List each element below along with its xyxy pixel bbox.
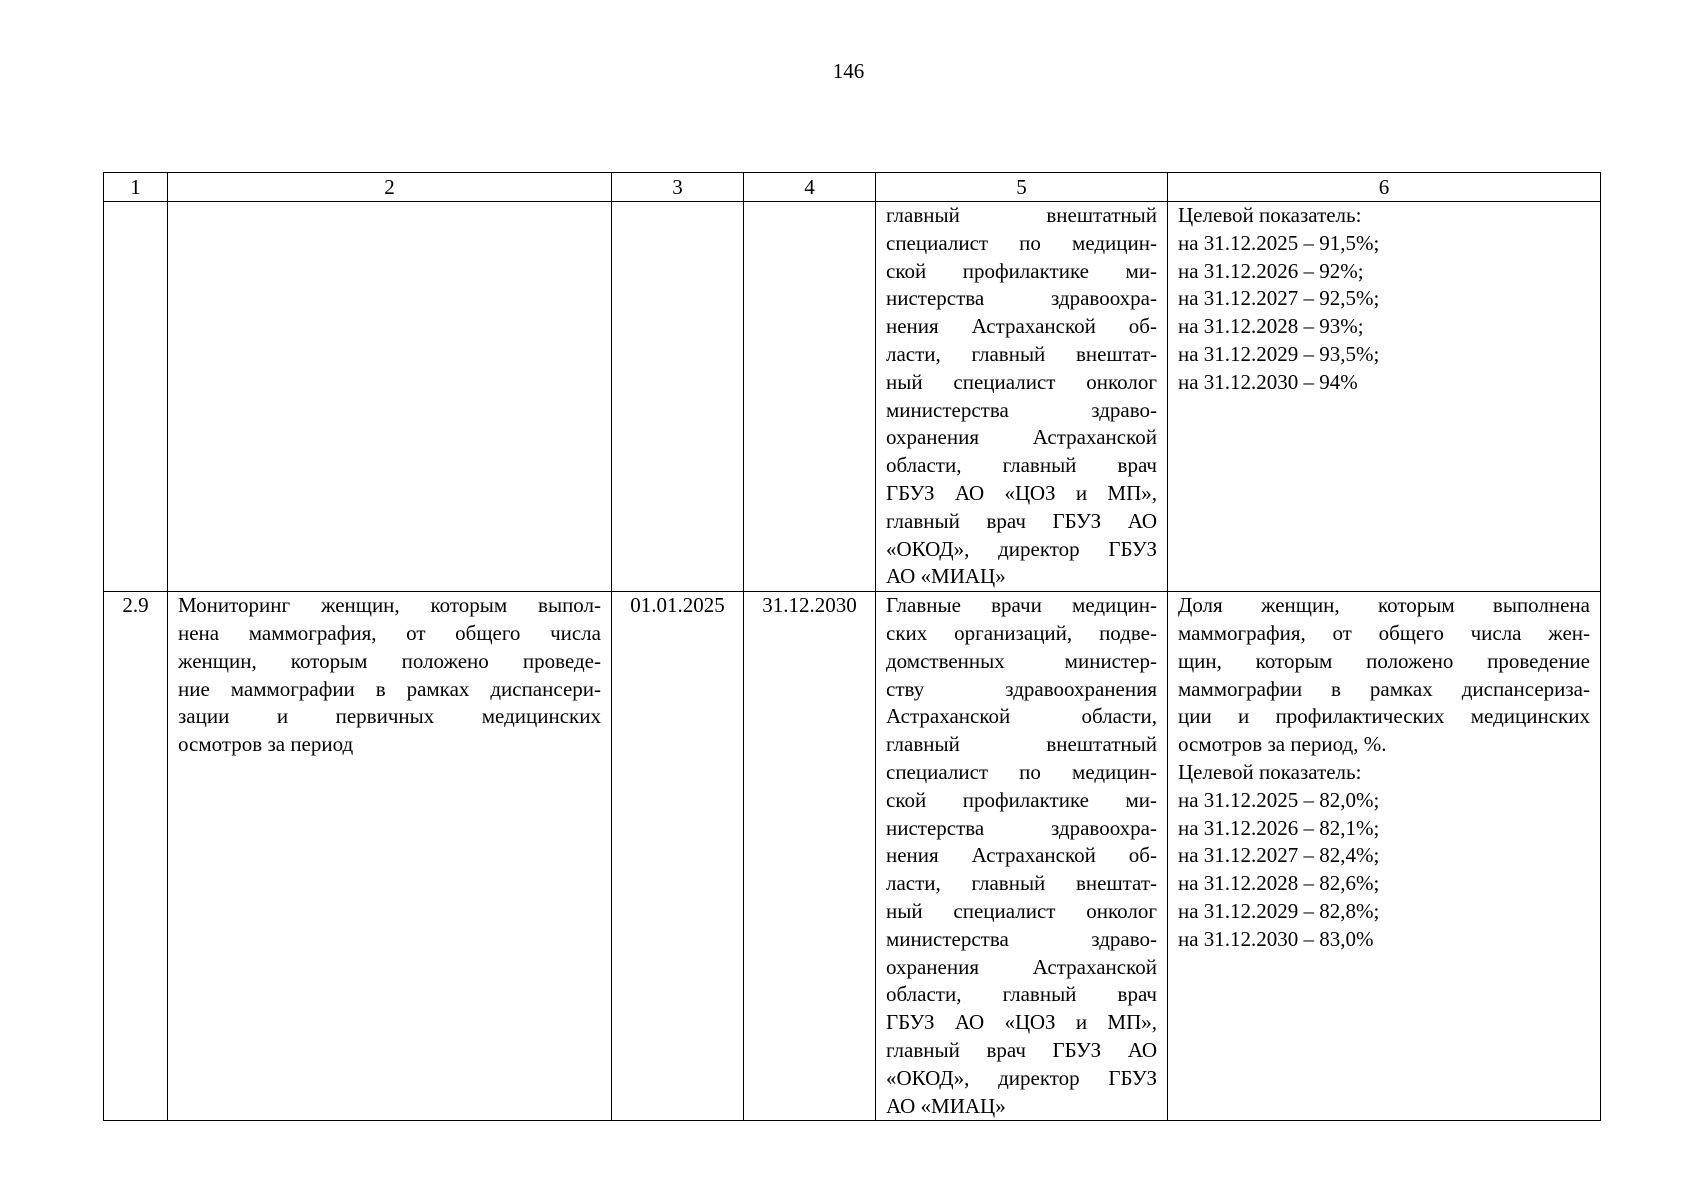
text-line: Главные врачи медицин- — [886, 593, 1157, 618]
text-line: Целевой показатель: — [1178, 759, 1362, 784]
measure-cell — [168, 592, 612, 1121]
table-row — [104, 202, 1601, 592]
text-line: осмотров за период, %. — [1178, 732, 1387, 757]
text-line: на 31.12.2027 – 92,5%; — [1178, 286, 1380, 311]
text-line: ласти, главный внештат- — [886, 871, 1157, 896]
text-line: ции и профилактических медицинских — [1178, 704, 1590, 729]
column-header-3: 3 — [612, 173, 744, 202]
text-line: зации и первичных медицинских — [178, 704, 601, 729]
text-line: «ОКОД», директор ГБУЗ — [886, 536, 1157, 561]
row-number-cell — [104, 202, 168, 592]
text-line: специалист по медицин- — [886, 759, 1157, 784]
column-header-1: 1 — [104, 173, 168, 202]
text-line: области, главный врач — [886, 982, 1157, 1007]
text-line: ГБУЗ АО «ЦОЗ и МП», — [886, 480, 1157, 505]
text-line: на 31.12.2028 – 93%; — [1178, 314, 1364, 339]
text-line: на 31.12.2030 – 83,0% — [1178, 926, 1374, 951]
text-line: маммография, от общего числа жен- — [1178, 620, 1590, 645]
column-header-2: 2 — [168, 173, 612, 202]
column-header-5: 5 — [876, 173, 1168, 202]
text-line: главный врач ГБУЗ АО — [886, 508, 1157, 533]
text-line: главный внештатный — [886, 732, 1157, 757]
text-line: АО «МИАЦ» — [886, 1093, 1006, 1118]
text-line: ГБУЗ АО «ЦОЗ и МП», — [886, 1010, 1157, 1035]
text-line: на 31.12.2027 – 82,4%; — [1178, 843, 1380, 868]
header-row — [104, 173, 1601, 202]
text-line: нистерства здравоохра- — [886, 815, 1157, 840]
indicator-cell — [1168, 202, 1601, 592]
text-line: на 31.12.2025 – 82,0%; — [1178, 787, 1380, 812]
indicator-cell — [1168, 592, 1601, 1121]
row-number-cell: 2.9 — [104, 592, 168, 1121]
text-line: щин, которым положено проведение — [1178, 648, 1590, 673]
text-line: на 31.12.2028 – 82,6%; — [1178, 871, 1380, 896]
text-line: нистерства здравоохра- — [886, 286, 1157, 311]
end-date-cell — [744, 202, 876, 592]
text-line: на 31.12.2030 – 94% — [1178, 369, 1358, 394]
text-line: нения Астраханской об- — [886, 843, 1157, 868]
table-row — [104, 592, 1601, 1121]
text-line: ласти, главный внештат- — [886, 341, 1157, 366]
text-line: Доля женщин, которым выполнена — [1178, 593, 1590, 618]
text-line: нения Астраханской об- — [886, 314, 1157, 339]
text-line: Целевой показатель: — [1178, 203, 1362, 227]
text-line: осмотров за период — [178, 732, 354, 757]
text-line: главный врач ГБУЗ АО — [886, 1037, 1157, 1062]
text-line: ный специалист онколог — [886, 369, 1157, 394]
text-line: на 31.12.2025 – 91,5%; — [1178, 230, 1380, 255]
text-line: ских организаций, подве- — [886, 620, 1157, 645]
responsible-cell — [876, 202, 1168, 592]
text-line: домственных министер- — [886, 648, 1157, 673]
text-line: ный специалист онколог — [886, 898, 1157, 923]
column-header-4: 4 — [744, 173, 876, 202]
text-line: ской профилактике ми- — [886, 787, 1157, 812]
column-header-6: 6 — [1168, 173, 1601, 202]
text-line: женщин, которым положено проведе- — [178, 648, 601, 673]
text-line: охранения Астраханской — [886, 425, 1157, 450]
text-line: Астраханской области, — [886, 704, 1157, 729]
text-line: области, главный врач — [886, 453, 1157, 478]
text-line: АО «МИАЦ» — [886, 564, 1006, 589]
text-line: на 31.12.2026 – 92%; — [1178, 258, 1364, 283]
page-number: 146 — [832, 59, 865, 83]
text-line: «ОКОД», директор ГБУЗ — [886, 1065, 1157, 1090]
text-line: ской профилактике ми- — [886, 258, 1157, 283]
text-line: ние маммографии в рамках диспансери- — [178, 676, 601, 701]
text-line: специалист по медицин- — [886, 230, 1157, 255]
measures-table — [103, 172, 1601, 1121]
text-line: ству здравоохранения — [886, 676, 1157, 701]
text-line: нена маммография, от общего числа — [178, 620, 601, 645]
text-line: главный внештатный — [886, 203, 1157, 227]
text-line: министерства здраво- — [886, 397, 1157, 422]
end-date-cell: 31.12.2030 — [744, 592, 876, 1121]
text-line: охранения Астраханской — [886, 954, 1157, 979]
measure-cell — [168, 202, 612, 592]
text-line: министерства здраво- — [886, 926, 1157, 951]
text-line: маммографии в рамках диспансериза- — [1178, 676, 1590, 701]
text-line: на 31.12.2029 – 93,5%; — [1178, 341, 1380, 366]
start-date-cell: 01.01.2025 — [612, 592, 744, 1121]
responsible-cell — [876, 592, 1168, 1121]
text-line: Мониторинг женщин, которым выпол- — [178, 593, 601, 618]
text-line: на 31.12.2029 – 82,8%; — [1178, 898, 1380, 923]
start-date-cell — [612, 202, 744, 592]
text-line: на 31.12.2026 – 82,1%; — [1178, 815, 1380, 840]
